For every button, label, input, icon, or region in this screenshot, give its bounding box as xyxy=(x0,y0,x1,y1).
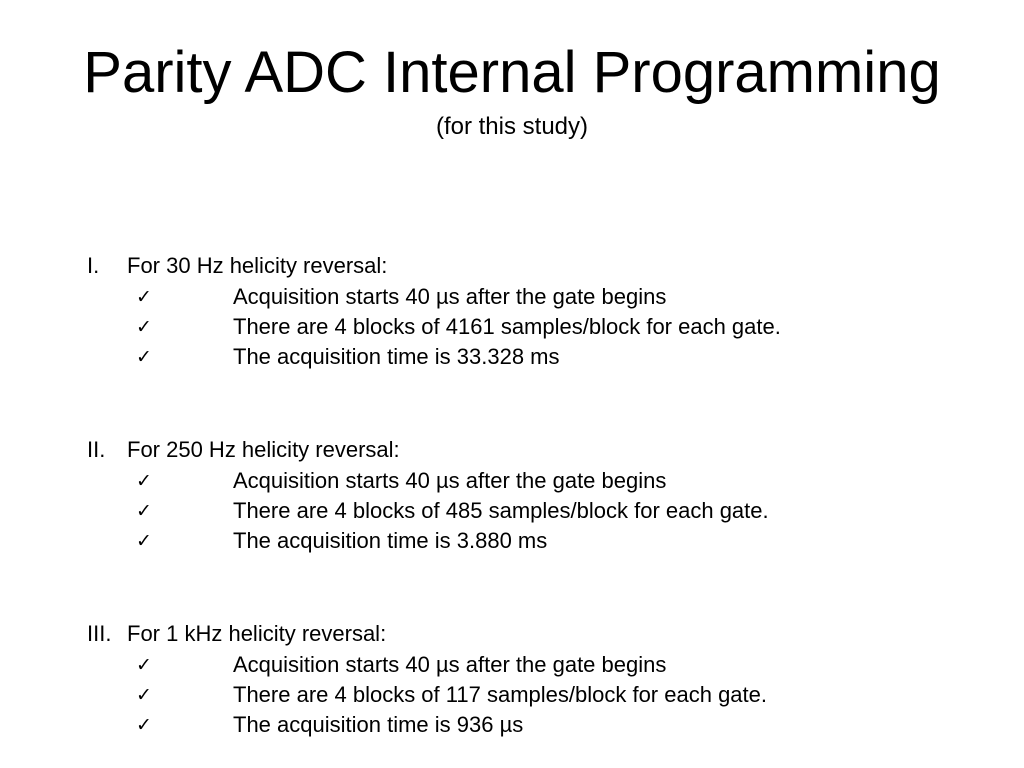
bullet-text: Acquisition starts 40 µs after the gate begins xyxy=(233,652,667,677)
bullet-item xyxy=(0,342,1024,372)
slide-title: Parity ADC Internal Programming xyxy=(83,40,941,105)
checkmark-icon: ✓ xyxy=(136,316,152,338)
section-heading-text: For 1 kHz helicity reversal: xyxy=(127,621,387,646)
section-numeral: III. xyxy=(87,621,112,646)
bullet-item xyxy=(0,496,1024,526)
bullet-text: The acquisition time is 3.880 ms xyxy=(233,528,548,553)
slide-subtitle: (for this study) xyxy=(435,113,589,140)
bullet-text: Acquisition starts 40 µs after the gate begins xyxy=(233,468,667,493)
checkmark-icon: ✓ xyxy=(136,530,152,552)
bullet-item xyxy=(0,526,1024,556)
checkmark-icon: ✓ xyxy=(136,654,152,676)
section-heading-text: For 30 Hz helicity reversal: xyxy=(127,253,388,278)
bullet-text: There are 4 blocks of 485 samples/block for each gate. xyxy=(233,498,769,523)
bullet-item xyxy=(0,312,1024,342)
bullet-text: The acquisition time is 936 µs xyxy=(233,712,524,737)
bullet-item xyxy=(0,650,1024,680)
checkmark-icon: ✓ xyxy=(136,286,152,308)
checkmark-icon: ✓ xyxy=(136,684,152,706)
bullet-item xyxy=(0,466,1024,496)
bullet-text: There are 4 blocks of 4161 samples/block for each gate. xyxy=(233,314,781,339)
bullet-text: There are 4 blocks of 117 samples/block for each gate. xyxy=(233,682,767,707)
bullet-text: Acquisition starts 40 µs after the gate begins xyxy=(233,284,667,309)
section-heading-text: For 250 Hz helicity reversal: xyxy=(127,437,400,462)
bullet-item xyxy=(0,680,1024,710)
checkmark-icon: ✓ xyxy=(136,346,152,368)
bullet-item xyxy=(0,710,1024,740)
bullet-item xyxy=(0,282,1024,312)
bullet-text: The acquisition time is 33.328 ms xyxy=(233,344,560,369)
checkmark-icon: ✓ xyxy=(136,500,152,522)
section-numeral: II. xyxy=(87,437,106,462)
checkmark-icon: ✓ xyxy=(136,714,152,736)
checkmark-icon: ✓ xyxy=(136,470,152,492)
section-numeral: I. xyxy=(87,253,100,278)
